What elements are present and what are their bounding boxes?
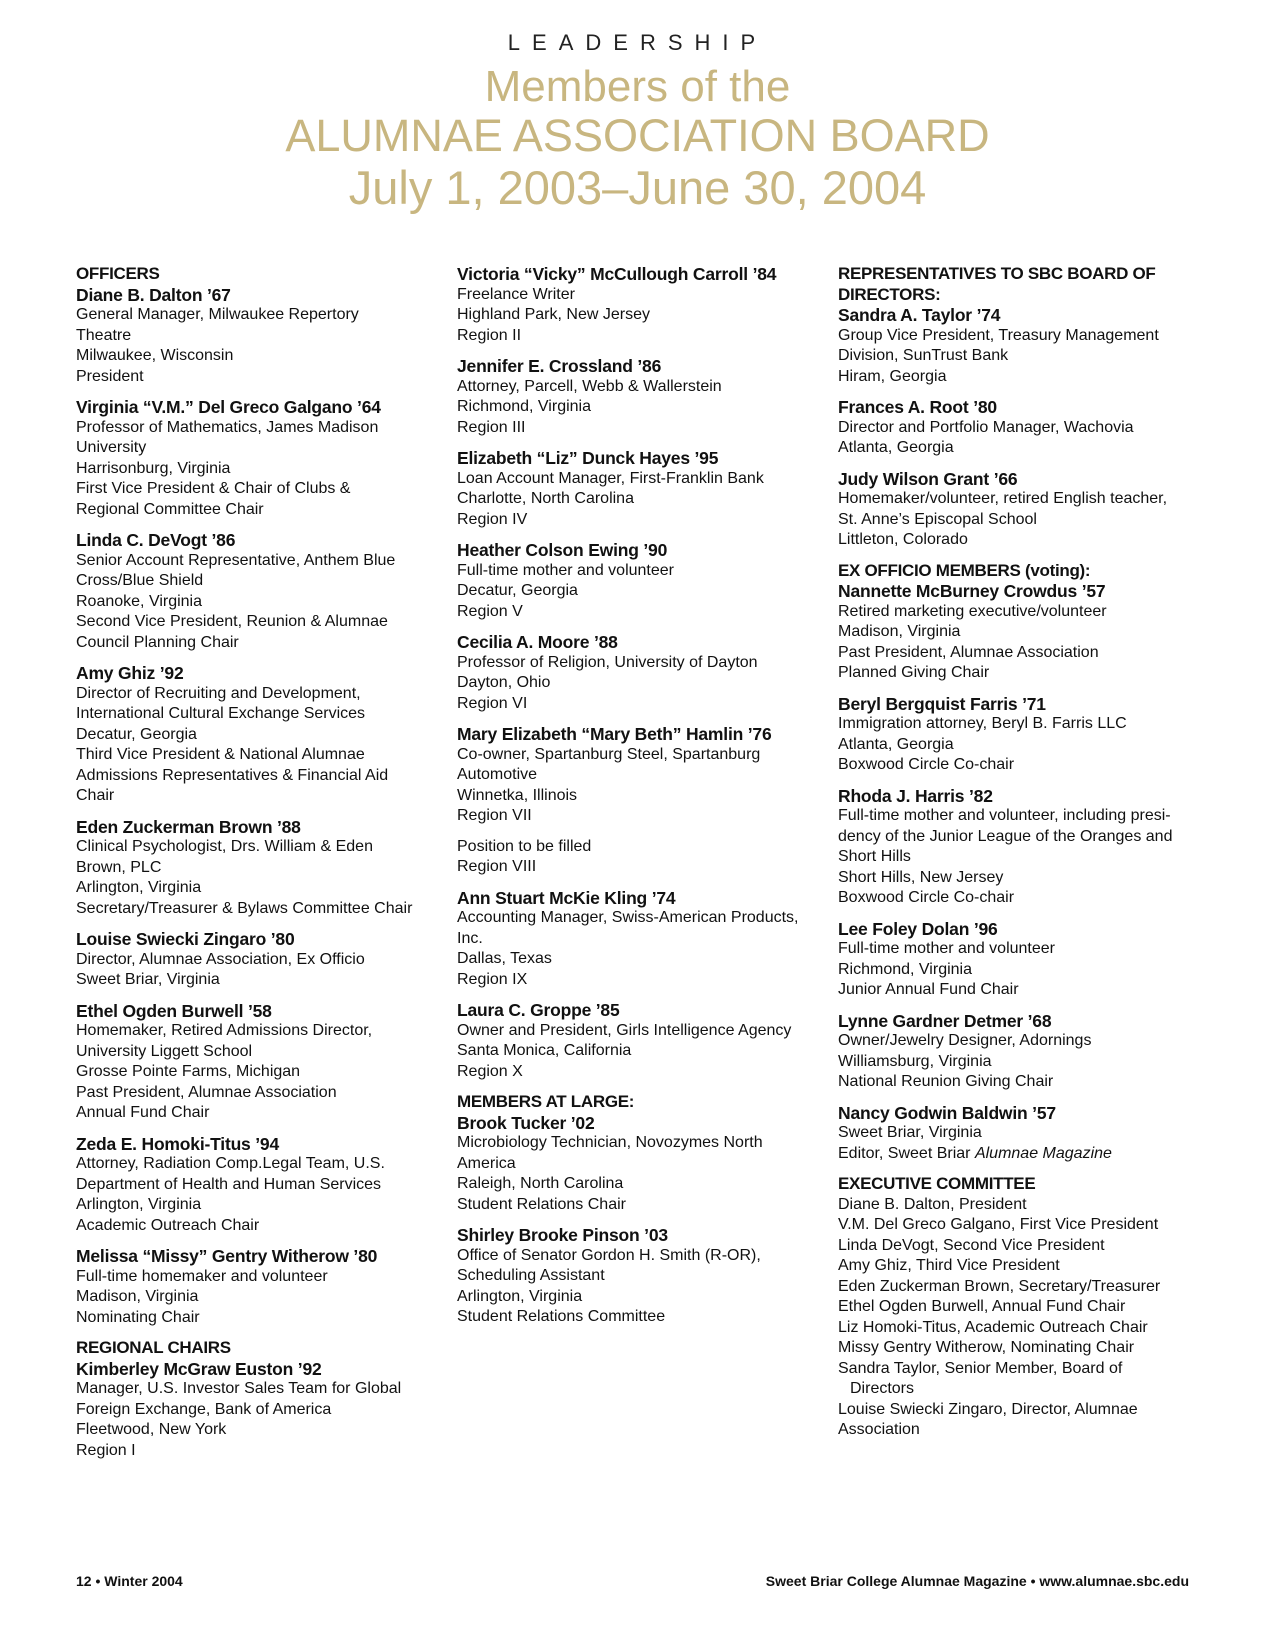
member-detail-line: Full-time homemaker and volunteer: [76, 1267, 328, 1285]
member-detail-line: Homemaker/volunteer, retired English teacher,: [838, 490, 1168, 507]
member-detail-line: Highland Park, New Jersey: [457, 306, 650, 323]
member-detail-line: Foreign Exchange, Bank of America: [76, 1400, 332, 1418]
member-detail-line: University: [76, 439, 147, 456]
member-detail-line: Past President, Alumnae Association: [76, 1083, 337, 1101]
member-entry: [457, 540, 817, 622]
member-detail-line: Arlington, Virginia: [457, 1287, 583, 1305]
member-detail-line: Boxwood Circle Co-chair: [838, 889, 1015, 906]
member-detail-line: Planned Giving Chair: [838, 664, 990, 681]
member-detail-line: Freelance Writer: [457, 285, 575, 303]
member-detail-line: Atlanta, Georgia: [838, 735, 954, 753]
member-entry: [838, 1011, 1218, 1093]
column-2: [457, 264, 817, 1338]
member-name: Eden Zuckerman Brown ’88: [76, 816, 301, 837]
member-detail-line: St. Anne’s Episcopal School: [838, 510, 1037, 528]
member-name: Heather Colson Ewing ’90: [457, 540, 668, 560]
member-detail-line: Sweet Briar, Virginia: [838, 1124, 982, 1141]
member-detail-line: Diane B. Dalton, President: [838, 1195, 1027, 1213]
member-detail-line: Littleton, Colorado: [838, 531, 968, 548]
member-detail-line: Retired marketing executive/volunteer: [838, 602, 1107, 620]
member-name: Diane B. Dalton ’67: [76, 284, 231, 305]
member-entry: [838, 919, 1218, 1001]
member-entry: [76, 1338, 436, 1461]
column-3: [838, 264, 1218, 1451]
member-detail-line: dency of the Junior League of the Oranges and: [838, 827, 1173, 845]
member-detail-line: Boxwood Circle Co-chair: [838, 756, 1015, 773]
member-name: Victoria “Vicky” McCullough Carroll ’84: [457, 264, 777, 284]
member-name: Elizabeth “Liz” Dunck Hayes ’95: [457, 448, 719, 468]
member-name: Virginia “V.M.” Del Greco Galgano ’64: [76, 397, 381, 417]
member-detail-line: Decatur, Georgia: [76, 725, 197, 743]
member-detail-line: Division, SunTrust Bank: [838, 347, 1009, 364]
member-detail-line: Admissions Representatives & Financial Aid: [76, 766, 389, 784]
member-detail-line: Regional Committee Chair: [76, 500, 264, 518]
member-detail-line: Short Hills: [838, 848, 911, 865]
member-detail-line: Immigration attorney, Beryl B. Farris LLC: [838, 715, 1127, 732]
member-detail-line: Position to be filled: [457, 837, 592, 855]
section-heading: REPRESENTATIVES TO SBC BOARD OF DIRECTORS:: [838, 264, 1156, 304]
member-detail-line: Eden Zuckerman Brown, Secretary/Treasurer: [838, 1277, 1161, 1295]
member-detail-line: Scheduling Assistant: [457, 1267, 605, 1284]
member-entry: [838, 694, 1218, 776]
section-heading: EXECUTIVE COMMITTEE: [838, 1174, 1036, 1193]
member-name: Amy Ghiz ’92: [76, 663, 184, 683]
member-name: Kimberley McGraw Euston ’92: [76, 1358, 322, 1379]
member-detail-line: Co-owner, Spartanburg Steel, Spartanburg: [457, 745, 761, 763]
member-entry: [76, 530, 436, 653]
member-name: Zeda E. Homoki-Titus ’94: [76, 1133, 279, 1154]
member-detail-line: Automotive: [457, 766, 538, 783]
member-entry: [76, 929, 436, 991]
member-entry: [76, 1001, 436, 1124]
member-detail-line: Third Vice President & National Alumnae: [76, 746, 365, 763]
member-detail-line: Ethel Ogden Burwell, Annual Fund Chair: [838, 1298, 1126, 1315]
member-detail-line: Academic Outreach Chair: [76, 1216, 260, 1234]
member-detail-line: Region IX: [457, 970, 528, 988]
member-detail-line: Linda DeVogt, Second Vice President: [838, 1236, 1105, 1254]
member-detail-line: Sandra Taylor, Senior Member, Board of: [838, 1359, 1123, 1377]
member-detail-line: Madison, Virginia: [838, 623, 961, 640]
member-detail-line: Full-time mother and volunteer, including presi-: [838, 807, 1171, 824]
member-entry: [76, 817, 436, 920]
member-detail-line: Nominating Chair: [76, 1308, 200, 1326]
member-detail-line: Charlotte, North Carolina: [457, 490, 634, 507]
section-kicker: LEADERSHIP: [507, 30, 768, 55]
member-detail-line: Full-time mother and volunteer: [457, 561, 674, 579]
title-line-3: July 1, 2003–June 30, 2004: [348, 160, 927, 214]
member-detail-line: Student Relations Chair: [457, 1195, 626, 1213]
footer-publication: Sweet Briar College Alumnae Magazine • www.alumnae.sbc.edu: [765, 1573, 1189, 1589]
member-entry: [838, 561, 1218, 684]
member-detail-line: Second Vice President, Reunion & Alumnae: [76, 613, 388, 630]
member-entry: [457, 264, 817, 346]
section-heading: OFFICERS: [76, 264, 160, 283]
member-detail-line: Williamsburg, Virginia: [838, 1052, 992, 1070]
member-name: Sandra A. Taylor ’74: [838, 305, 1001, 325]
member-detail-line: Short Hills, New Jersey: [838, 868, 1004, 886]
member-detail-line: Richmond, Virginia: [457, 398, 591, 415]
member-name: Nannette McBurney Crowdus ’57: [838, 581, 1106, 601]
member-name: Jennifer E. Crossland ’86: [457, 356, 662, 376]
member-entry: [838, 264, 1218, 387]
column-1: [76, 264, 436, 1471]
member-detail-line: Attorney, Parcell, Webb & Wallerstein: [457, 377, 722, 395]
member-detail-line: Homemaker, Retired Admissions Director,: [76, 1022, 373, 1039]
member-name: Lee Foley Dolan ’96: [838, 918, 998, 939]
member-entry: [838, 1174, 1218, 1441]
member-detail-line: Sweet Briar, Virginia: [76, 971, 220, 988]
member-detail-line: Milwaukee, Wisconsin: [76, 347, 234, 364]
member-detail-line: First Vice President & Chair of Clubs &: [76, 480, 351, 497]
member-detail-line: Microbiology Technician, Novozymes North: [457, 1134, 763, 1151]
member-detail-line: President: [76, 367, 144, 385]
member-detail-line: Decatur, Georgia: [457, 582, 578, 599]
member-name: Melissa “Missy” Gentry Witherow ’80: [76, 1246, 378, 1266]
member-entry: [838, 469, 1218, 551]
member-entry: [457, 1225, 817, 1328]
member-detail-line: Region I: [76, 1441, 136, 1459]
member-entry: [457, 888, 817, 991]
member-detail-line: Cross/Blue Shield: [76, 572, 204, 589]
page-title: [0, 62, 1275, 214]
member-detail-line: Chair: [76, 787, 115, 804]
member-detail-line: Senior Account Representative, Anthem Blue: [76, 551, 396, 569]
member-name: Ann Stuart McKie Kling ’74: [457, 887, 676, 908]
member-detail-line: Raleigh, North Carolina: [457, 1175, 624, 1192]
member-detail-line: Association: [838, 1421, 920, 1438]
member-name: Louise Swiecki Zingaro ’80: [76, 929, 295, 949]
member-detail-line: Annual Fund Chair: [76, 1104, 210, 1121]
member-detail-line: Region II: [457, 326, 522, 344]
member-entry: [76, 1246, 436, 1328]
member-detail-line: Full-time mother and volunteer: [838, 940, 1055, 957]
member-entry: [76, 264, 436, 387]
section-heading: REGIONAL CHAIRS: [76, 1338, 231, 1357]
member-name: Ethel Ogden Burwell ’58: [76, 1000, 272, 1021]
member-detail-line: Arlington, Virginia: [76, 879, 202, 896]
member-detail-line: Professor of Mathematics, James Madison: [76, 418, 379, 436]
member-detail-line: Loan Account Manager, First-Franklin Bank: [457, 469, 764, 487]
member-detail-line: Junior Annual Fund Chair: [838, 981, 1019, 998]
member-detail-line: Amy Ghiz, Third Vice President: [838, 1257, 1060, 1274]
member-detail-line: Dallas, Texas: [457, 950, 552, 967]
member-detail-line: Region X: [457, 1062, 523, 1080]
member-entry: [457, 448, 817, 530]
member-detail-line: Roanoke, Virginia: [76, 592, 203, 610]
member-name: Frances A. Root ’80: [838, 397, 997, 417]
member-detail-line: Region V: [457, 602, 523, 620]
footer-page-info: 12 • Winter 2004: [76, 1573, 183, 1589]
member-entry: [838, 1103, 1218, 1165]
member-name: Brook Tucker ’02: [457, 1112, 595, 1133]
member-detail-line: Madison, Virginia: [76, 1288, 199, 1305]
member-detail-line: Grosse Pointe Farms, Michigan: [76, 1063, 301, 1080]
member-name: Rhoda J. Harris ’82: [838, 785, 993, 806]
member-entry: [76, 1134, 436, 1237]
title-line-2: ALUMNAE ASSOCIATION BOARD: [285, 110, 990, 162]
member-detail-line: Clinical Psychologist, Drs. William & Eden: [76, 838, 373, 855]
member-detail-line: University Liggett School: [76, 1042, 253, 1060]
member-detail-line: Director of Recruiting and Development,: [76, 684, 361, 702]
member-detail-line: Manager, U.S. Investor Sales Team for Global: [76, 1380, 402, 1397]
member-detail-line: General Manager, Milwaukee Repertory: [76, 306, 359, 323]
member-detail-line: America: [457, 1154, 516, 1172]
member-name: Judy Wilson Grant ’66: [838, 468, 1018, 489]
member-entry: [457, 837, 817, 878]
member-name: Laura C. Groppe ’85: [457, 1000, 620, 1020]
member-detail-line: Atlanta, Georgia: [838, 439, 954, 456]
member-detail-line: Group Vice President, Treasury Management: [838, 326, 1159, 344]
member-detail-line: Council Planning Chair: [76, 633, 239, 651]
member-detail-line: National Reunion Giving Chair: [838, 1073, 1054, 1090]
member-detail-line: Liz Homoki-Titus, Academic Outreach Chair: [838, 1318, 1148, 1336]
member-name: Linda C. DeVogt ’86: [76, 530, 236, 550]
member-detail-line: Owner/Jewelry Designer, Adornings: [838, 1032, 1092, 1049]
member-detail-line: Dayton, Ohio: [457, 674, 551, 691]
member-detail-line: Inc.: [457, 929, 483, 947]
member-detail-line: Region VIII: [457, 858, 537, 875]
member-detail-line: Director and Portfolio Manager, Wachovia: [838, 418, 1134, 436]
member-detail-line: Region VI: [457, 694, 528, 712]
member-name: Mary Elizabeth “Mary Beth” Hamlin ’76: [457, 724, 772, 744]
member-detail-line: Louise Swiecki Zingaro, Director, Alumnae: [838, 1400, 1138, 1418]
member-entry: [838, 786, 1218, 909]
member-detail-line: Hiram, Georgia: [838, 367, 947, 385]
member-detail-line: Missy Gentry Witherow, Nominating Chair: [838, 1339, 1135, 1356]
member-name: Lynne Gardner Detmer ’68: [838, 1010, 1052, 1031]
member-detail-line: Arlington, Virginia: [76, 1196, 202, 1213]
member-entry: [76, 663, 436, 807]
member-entry: [457, 1092, 817, 1215]
member-detail-line: Harrisonburg, Virginia: [76, 459, 231, 477]
member-entry: [457, 1000, 817, 1082]
member-detail-line: Region VII: [457, 807, 532, 824]
member-entry: [838, 397, 1218, 459]
member-detail-line: Fleetwood, New York: [76, 1421, 227, 1438]
member-detail-line: V.M. Del Greco Galgano, First Vice President: [838, 1216, 1159, 1233]
member-detail-line: Richmond, Virginia: [838, 960, 972, 978]
member-detail-line: Owner and President, Girls Intelligence Agency: [457, 1021, 792, 1039]
member-entry: [457, 632, 817, 714]
title-line-1: Members of the: [484, 62, 791, 111]
section-heading: MEMBERS AT LARGE:: [457, 1092, 635, 1111]
member-name: Cecilia A. Moore ’88: [457, 632, 618, 652]
member-detail-line: Professor of Religion, University of Dayton: [457, 653, 758, 671]
member-detail-line: Accounting Manager, Swiss-American Products,: [457, 909, 799, 926]
member-detail-line: Secretary/Treasurer & Bylaws Committee Chair: [76, 899, 413, 917]
member-detail-line: Director, Alumnae Association, Ex Officio: [76, 950, 365, 968]
section-heading: EX OFFICIO MEMBERS (voting):: [838, 560, 1091, 580]
member-detail-line: Past President, Alumnae Association: [838, 643, 1099, 661]
member-detail-line: Santa Monica, California: [457, 1042, 632, 1059]
page-header: [0, 30, 1275, 214]
member-entry: [457, 356, 817, 438]
member-detail-line: Editor, Sweet Briar Alumnae Magazine: [838, 1144, 1112, 1162]
member-entry: [76, 397, 436, 520]
member-detail-line: Directors: [850, 1380, 915, 1397]
member-detail-line: International Cultural Exchange Services: [76, 705, 366, 722]
member-detail-line: Theatre: [76, 326, 132, 344]
member-name: Shirley Brooke Pinson ’03: [457, 1225, 668, 1245]
member-detail-line: Student Relations Committee: [457, 1308, 666, 1325]
member-entry: [457, 724, 817, 827]
member-name: Beryl Bergquist Farris ’71: [838, 693, 1046, 714]
member-detail-line: Region III: [457, 418, 526, 436]
member-name: Nancy Godwin Baldwin ’57: [838, 1102, 1056, 1123]
member-detail-line: Office of Senator Gordon H. Smith (R-OR),: [457, 1246, 761, 1264]
member-detail-line: Department of Health and Human Services: [76, 1175, 382, 1193]
member-detail-line: Winnetka, Illinois: [457, 786, 578, 804]
member-detail-line: Attorney, Radiation Comp.Legal Team, U.S.: [76, 1155, 385, 1172]
member-detail-line: Brown, PLC: [76, 858, 162, 876]
member-detail-line: Region IV: [457, 510, 528, 528]
